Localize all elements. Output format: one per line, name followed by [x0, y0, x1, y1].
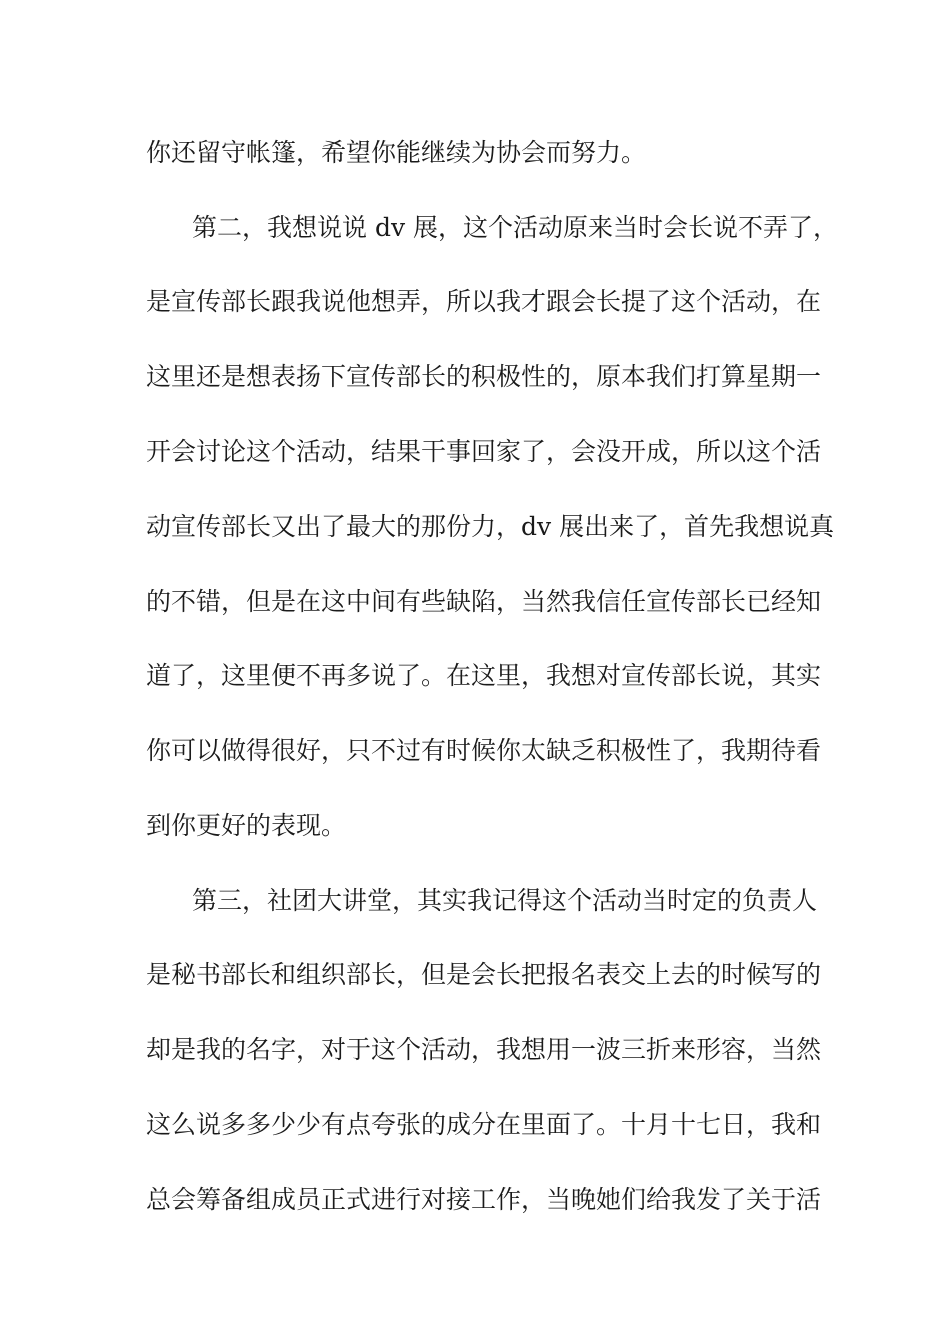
text-line: 却是我的名字，对于这个活动，我想用一波三折来形容，当然 — [146, 1035, 822, 1064]
text-line: 你还留守帐篷，希望你能继续为协会而努力。 — [146, 138, 647, 167]
text-line: 这里还是想表扬下宣传部长的积极性的，原本我们打算星期一 — [146, 362, 822, 391]
text-line: 是宣传部长跟我说他想弄，所以我才跟会长提了这个活动，在 — [146, 287, 822, 316]
text-line: 你可以做得很好，只不过有时候你太缺乏积极性了，我期待看 — [146, 736, 822, 765]
text-line: 是秘书部长和组织部长，但是会长把报名表交上去的时候写的 — [146, 960, 822, 989]
text-line: 开会讨论这个活动，结果干事回家了，会没开成，所以这个活 — [146, 437, 822, 466]
text-line: 动宣传部长又出了最大的那份力，dv 展出来了，首先我想说真 — [146, 512, 835, 541]
text-line: 道了，这里便不再多说了。在这里，我想对宣传部长说，其实 — [146, 661, 822, 690]
text-line: 这么说多多少少有点夸张的成分在里面了。十月十七日，我和 — [146, 1110, 822, 1139]
paragraph-start-line: 第三，社团大讲堂，其实我记得这个活动当时定的负责人 — [192, 886, 818, 915]
paragraph-start-line: 第二，我想说说 dv 展，这个活动原来当时会长说不弄了， — [192, 213, 839, 242]
text-line: 总会筹备组成员正式进行对接工作，当晚她们给我发了关于活 — [146, 1185, 822, 1214]
text-line: 到你更好的表现。 — [146, 811, 347, 840]
text-line: 的不错，但是在这中间有些缺陷，当然我信任宣传部长已经知 — [146, 587, 822, 616]
